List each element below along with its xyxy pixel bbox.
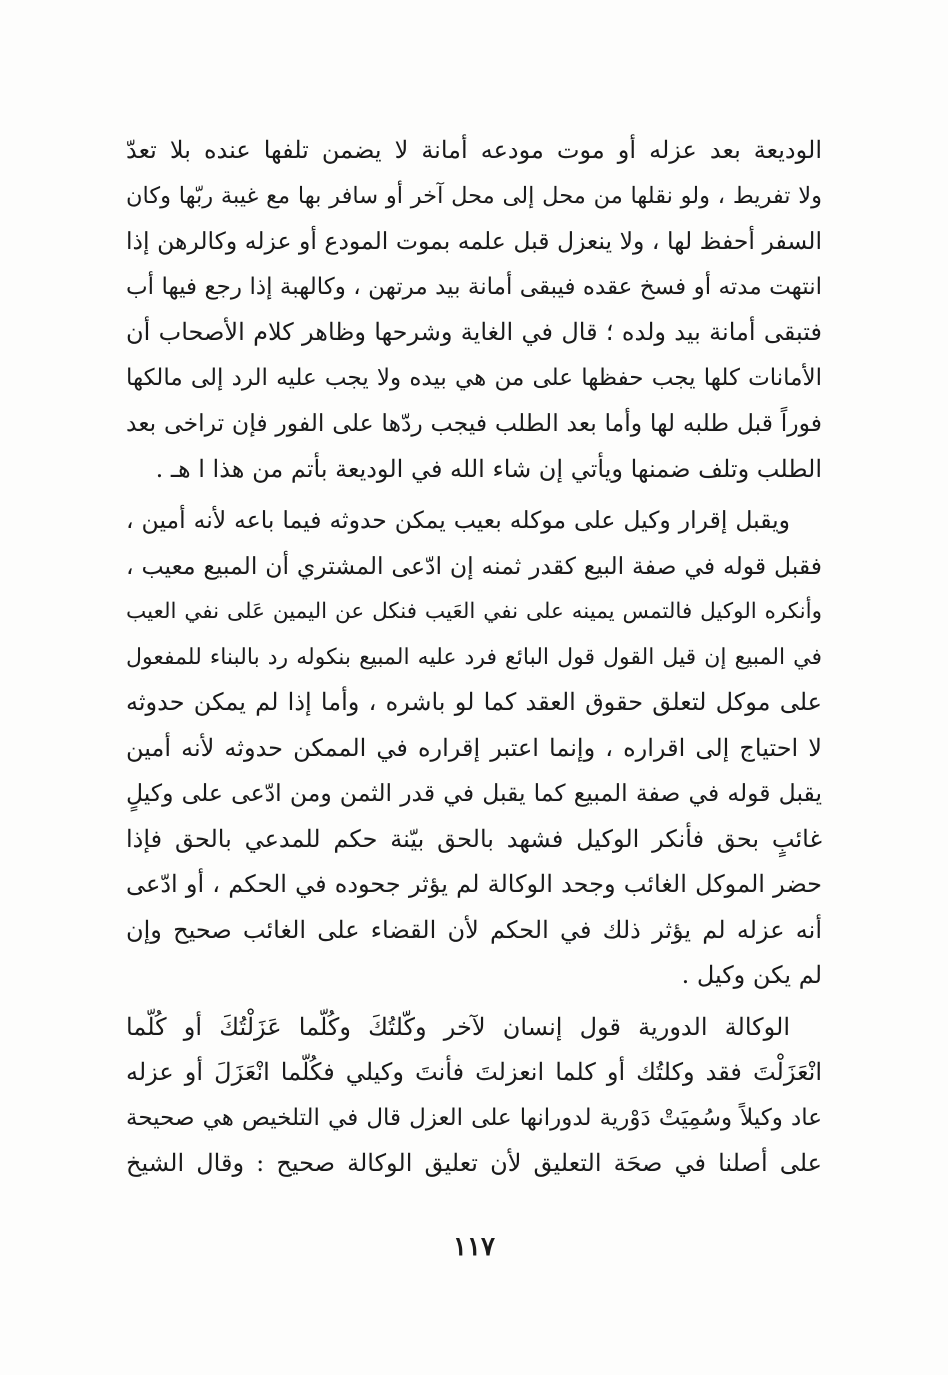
text-line: يقبل قوله في صفة المبيع كما يقبل في قدر الثمن ومن ادّعى على وكيلٍ <box>126 779 822 807</box>
text-line: أنه عزله لم يؤثر ذلك في الحكم لأن القضاء على الغائب صحيح وإن <box>126 915 822 944</box>
text-line: في المبيع إن قيل القول قول البائع فرد عليه المبيع بنكوله رد بالبناء للمفعول <box>126 644 822 670</box>
text-line: الأمانات كلها يجب حفظها على من هي بيده ولا يجب عليه الرد إلى مالكها <box>126 364 822 391</box>
text-line: وأنكره الوكيل فالتمس يمينه على نفي العَيب فنكل عن اليمين عَلى نفي العيب <box>126 599 822 624</box>
text-line: على أصلنا في صحَة التعليق لأن تعليق الوكالة صحيح : وقال الشيخ <box>126 1149 822 1177</box>
text-line: ويقبل إقرار وكيل على موكله بعيب يمكن حدوثه فيما باعه لأنه أمين ، <box>126 506 790 534</box>
text-line: على موكل لتعلق حقوق العقد كما لو باشره ، وأما إذا لم يمكن حدوثه <box>126 688 822 716</box>
text-line: فقبل قوله في صفة البيع كقدر ثمنه إن ادّعى المشتري أن المبيع معيب ، <box>126 551 822 580</box>
body-text <box>126 128 822 1187</box>
text-line: فتبقى أمانة بيد ولده ؛ قال في الغاية وشرحها وظاهر كلام الأصحاب أن <box>126 318 822 346</box>
text-line: انتهت مدته أو فسخ عقده فيبقى أمانة بيد مرتهن ، وكالهبة إذا رجع فيها أب <box>126 273 822 300</box>
text-line: ولا تفريط ، ولو نقلها من محل إلى محل آخر أو سافر بها مع غيبة ربّها وكان <box>126 182 822 209</box>
text-line: عاد وكيلاً وسُمِيَتْ دَوْرية لدورانها على العزل قال في التلخيص هي صحيحة <box>126 1104 822 1131</box>
text-line: انْعَزَلْتَ فقد وكلتُك أو كلما انعزلتَ فأنتَ وكيلي فكُلّما انْعَزَلَ أو عزله <box>126 1058 822 1086</box>
paragraph-1 <box>126 128 822 492</box>
page-number: ١١٧ <box>453 1232 495 1262</box>
text-line: الوديعة بعد عزله أو موت مودعه أمانة لا يضمن تلفها عنده بلا تعدّ <box>126 136 822 164</box>
text-line: لم يكن وكيل . <box>681 961 822 989</box>
text-line: الطلب وتلف ضمنها ويأتي إن شاء الله في الوديعة بأتم من هذا ا هـ . <box>155 454 822 483</box>
text-line: السفر أحفظ لها ، ولا ينعزل قبل علمه بموت المودع أو عزله وكالرهن إذا <box>126 227 822 255</box>
text-line: الوكالة الدورية قول إنسان لآخر وكّلتُكَ وكُلّما عَزَلْتُكَ أو كُلّما <box>126 1012 790 1041</box>
paragraph-3 <box>126 1005 822 1187</box>
text-line: حضر الموكل الغائب وجحد الوكالة لم يؤثر جحوده في الحكم ، أو ادّعى <box>126 870 822 898</box>
paragraph-2 <box>126 498 822 999</box>
text-line: لا احتياج إلى اقراره ، وإنما اعتبر إقراره في الممكن حدوثه لأنه أمين <box>126 733 822 762</box>
text-line: فوراً قبل طلبه لها وأما بعد الطلب فيجب ردّها على الفور فإن تراخى بعد <box>126 409 822 437</box>
text-line: غائبٍ بحق فأنكر الوكيل فشهد بالحق بيّنة حكم للمدعي بالحق فإذا <box>126 824 822 853</box>
